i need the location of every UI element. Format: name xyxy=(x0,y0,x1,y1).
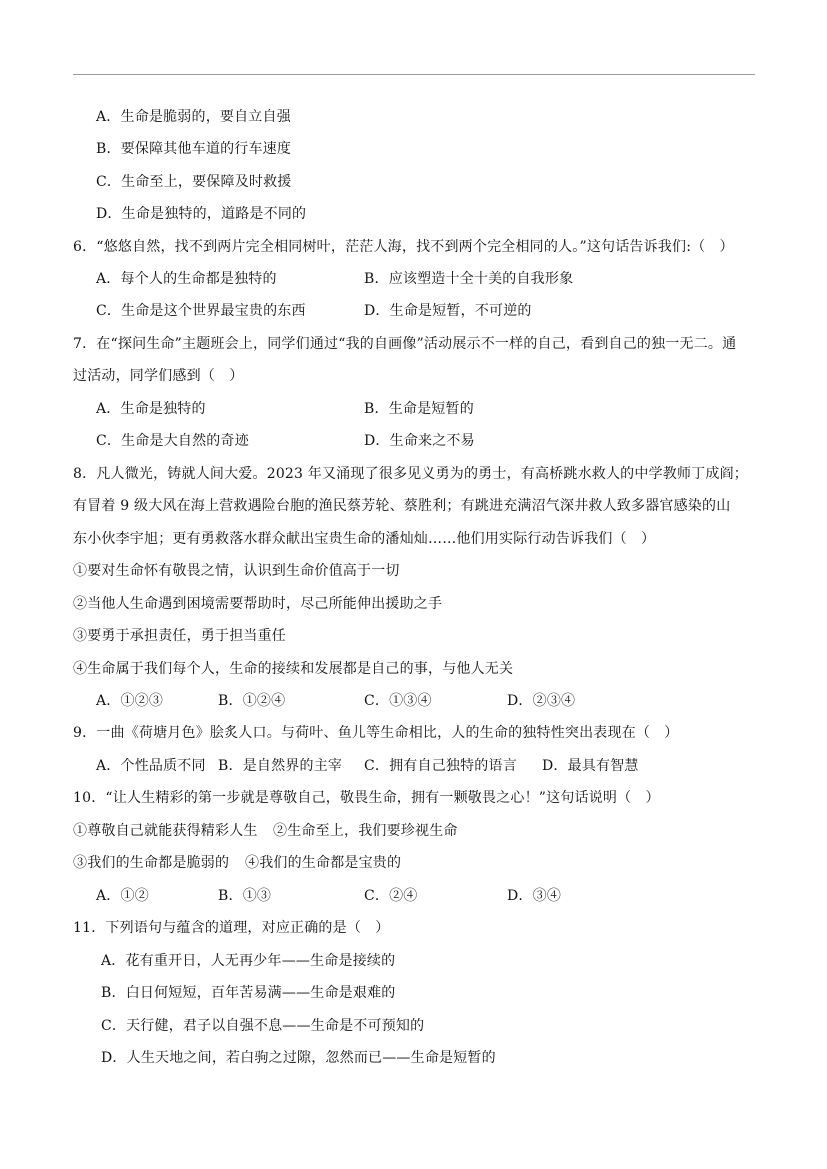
q11-option-c: C．天行健，君子以自强不息——生命是不可预知的 xyxy=(101,1018,425,1034)
q9-option-d: D．最具有智慧 xyxy=(542,758,639,774)
q8-stem-line2: 有冒着 9 级大风在海上营救遇险台胞的渔民蔡芳轮、蔡胜利；有跳进充满沼气深井救人致多器官感染的山 xyxy=(73,498,731,514)
q10-stem: 10．“让人生精彩的第一步就是尊敬自己，敬畏生命，拥有一颗敬畏之心！”这句话说明（ ） xyxy=(73,790,660,806)
q8-option-a: A．①②③ xyxy=(96,693,164,709)
q10-statement-2: ②生命至上，我们要珍视生命 xyxy=(273,823,458,839)
q6-option-b: B．应该塑造十全十美的自我形象 xyxy=(364,271,574,287)
q10-statement-3: ③我们的生命都是脆弱的 xyxy=(73,855,230,871)
q8-option-c: C．①③④ xyxy=(364,693,432,709)
q5-option-c: C．生命至上，要保障及时救援 xyxy=(96,174,292,190)
q10-option-b: B．①③ xyxy=(218,888,272,904)
q10-statement-4: ④我们的生命都是宝贵的 xyxy=(245,855,402,871)
q11-option-a: A．花有重开日，人无再少年——生命是接续的 xyxy=(101,953,396,969)
q8-option-d: D．②③④ xyxy=(507,693,576,709)
q8-statement-4: ④生命属于我们每个人，生命的接续和发展都是自己的事，与他人无关 xyxy=(73,661,514,677)
q7-stem-line1: 7．在“探问生命”主题班会上，同学们通过“我的自画像”活动展示不一样的自己，看到自己的独一无二。通 xyxy=(73,336,737,352)
header-rule xyxy=(73,74,755,75)
q10-statement-1: ①尊敬自己就能获得精彩人生 xyxy=(73,823,258,839)
q7-option-c: C．生命是大自然的奇迹 xyxy=(96,433,249,449)
q11-option-b: B．白日何短短，百年苦易满——生命是艰难的 xyxy=(101,985,396,1001)
q10-option-d: D．③④ xyxy=(507,888,562,904)
q9-option-a: A．个性品质不同 xyxy=(96,758,206,774)
q9-option-c: C．拥有自己独特的语言 xyxy=(364,758,517,774)
q6-stem: 6．“悠悠自然，找不到两片完全相同树叶，茫茫人海，找不到两个完全相同的人。”这句话告诉我们:（ ） xyxy=(73,239,734,255)
q10-option-a: A．①② xyxy=(96,888,149,904)
q8-statement-2: ②当他人生命遇到困境需要帮助时，尽己所能伸出援助之手 xyxy=(73,596,443,612)
q8-stem-line1: 8．凡人微光，铸就人间大爱。2023 年又涌现了很多见义勇为的勇士，有高桥跳水救人的中学教师丁成阎； xyxy=(73,466,748,482)
q5-option-a: A．生命是脆弱的，要自立自强 xyxy=(96,109,291,125)
q6-option-c: C．生命是这个世界最宝贵的东西 xyxy=(96,303,306,319)
q9-option-b: B．是自然界的主宰 xyxy=(218,758,343,774)
q7-option-b: B．生命是短暂的 xyxy=(364,401,474,417)
q10-option-c: C．②④ xyxy=(364,888,418,904)
q7-stem-line2: 过活动，同学们感到（ ） xyxy=(73,368,244,384)
q5-option-b: B．要保障其他车道的行车速度 xyxy=(96,141,292,157)
q5-option-d: D．生命是独特的，道路是不同的 xyxy=(96,206,307,222)
q6-option-a: A．每个人的生命都是独特的 xyxy=(96,271,277,287)
q8-stem-line3: 东小伙李宇旭；更有勇救落水群众献出宝贵生命的潘灿灿……他们用实际行动告诉我们（ ） xyxy=(73,531,656,547)
q8-statement-1: ①要对生命怀有敬畏之情，认识到生命价值高于一切 xyxy=(73,563,400,579)
q11-stem: 11．下列语句与蕴含的道理，对应正确的是（ ） xyxy=(73,920,390,936)
q8-statement-3: ③要勇于承担责任，勇于担当重任 xyxy=(73,628,286,644)
q9-stem: 9．一曲《荷塘月色》脍炙人口。与荷叶、鱼儿等生命相比，人的生命的独特性突出表现在（ ） xyxy=(73,725,679,741)
q6-option-d: D．生命是短暂，不可逆的 xyxy=(364,303,532,319)
q7-option-a: A．生命是独特的 xyxy=(96,401,206,417)
q8-option-b: B．①②④ xyxy=(218,693,286,709)
q11-option-d: D．人生天地之间，若白驹之过隙，忽然而已——生命是短暂的 xyxy=(101,1050,496,1066)
q7-option-d: D．生命来之不易 xyxy=(364,433,475,449)
